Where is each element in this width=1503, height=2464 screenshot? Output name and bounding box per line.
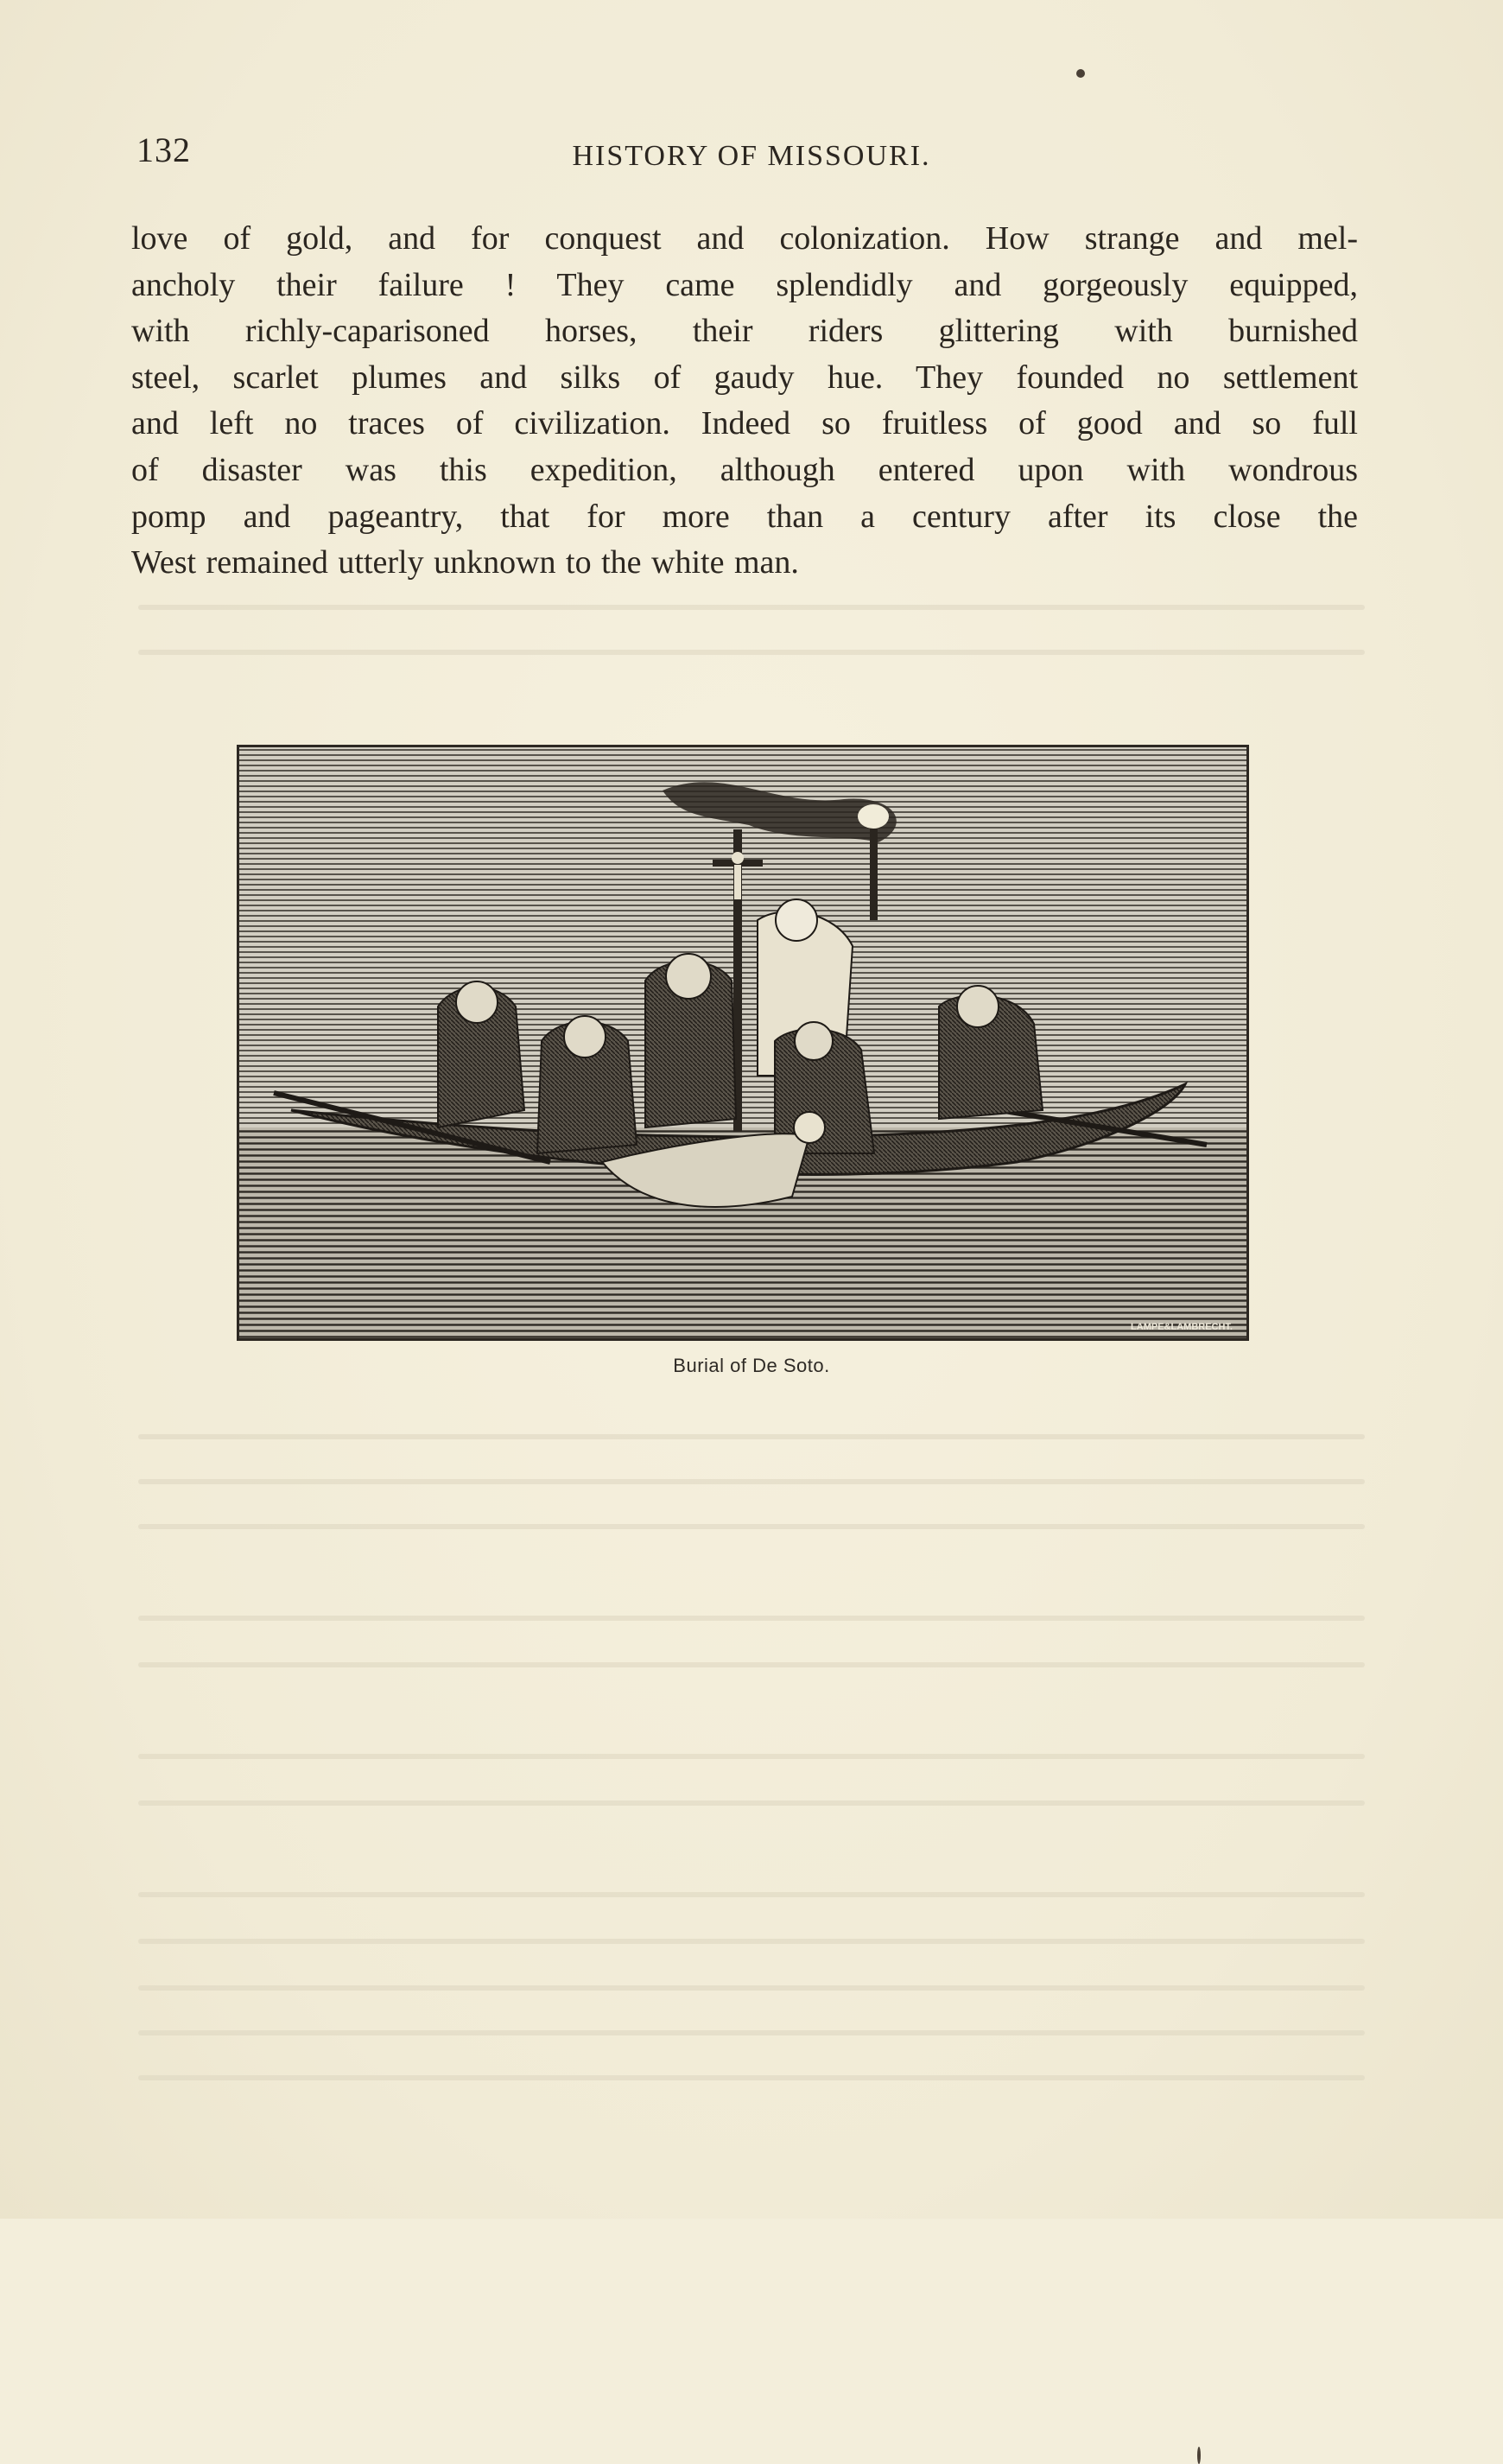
text-line: of disaster was this expedition, although entered upon with wondrous (131, 451, 1358, 488)
illustration-caption: Burial of De Soto. (673, 1355, 830, 1376)
text-line: pomp and pageantry, that for more than a century after its close the (131, 498, 1358, 535)
text-line: West remained utterly unknown to the white man. (131, 544, 799, 581)
ink-speck (1197, 2447, 1201, 2464)
text-line: ancholy their failure ! They came splendidly and gorgeously equipped, (131, 266, 1358, 303)
engraving-svg (239, 747, 1246, 1338)
engraver-signature: LAMPE&LAMBRECHT. (1131, 1322, 1233, 1332)
running-head: HISTORY OF MISSOURI. (572, 140, 931, 172)
text-line: with richly-caparisoned horses, their riders glittering with burnished (131, 313, 1358, 350)
ink-speck (1076, 69, 1085, 78)
engraving-illustration (237, 745, 1249, 1341)
text-line: steel, scarlet plumes and silks of gaudy hue. They founded no settlement (131, 359, 1358, 396)
page-number: 132 (136, 130, 191, 169)
text-line: and left no traces of civilization. Indeed so fruitless of good and so full (131, 405, 1358, 442)
body-paragraph (131, 216, 1358, 587)
text-line: love of gold, and for conquest and colonization. How strange and mel- (131, 220, 1358, 257)
